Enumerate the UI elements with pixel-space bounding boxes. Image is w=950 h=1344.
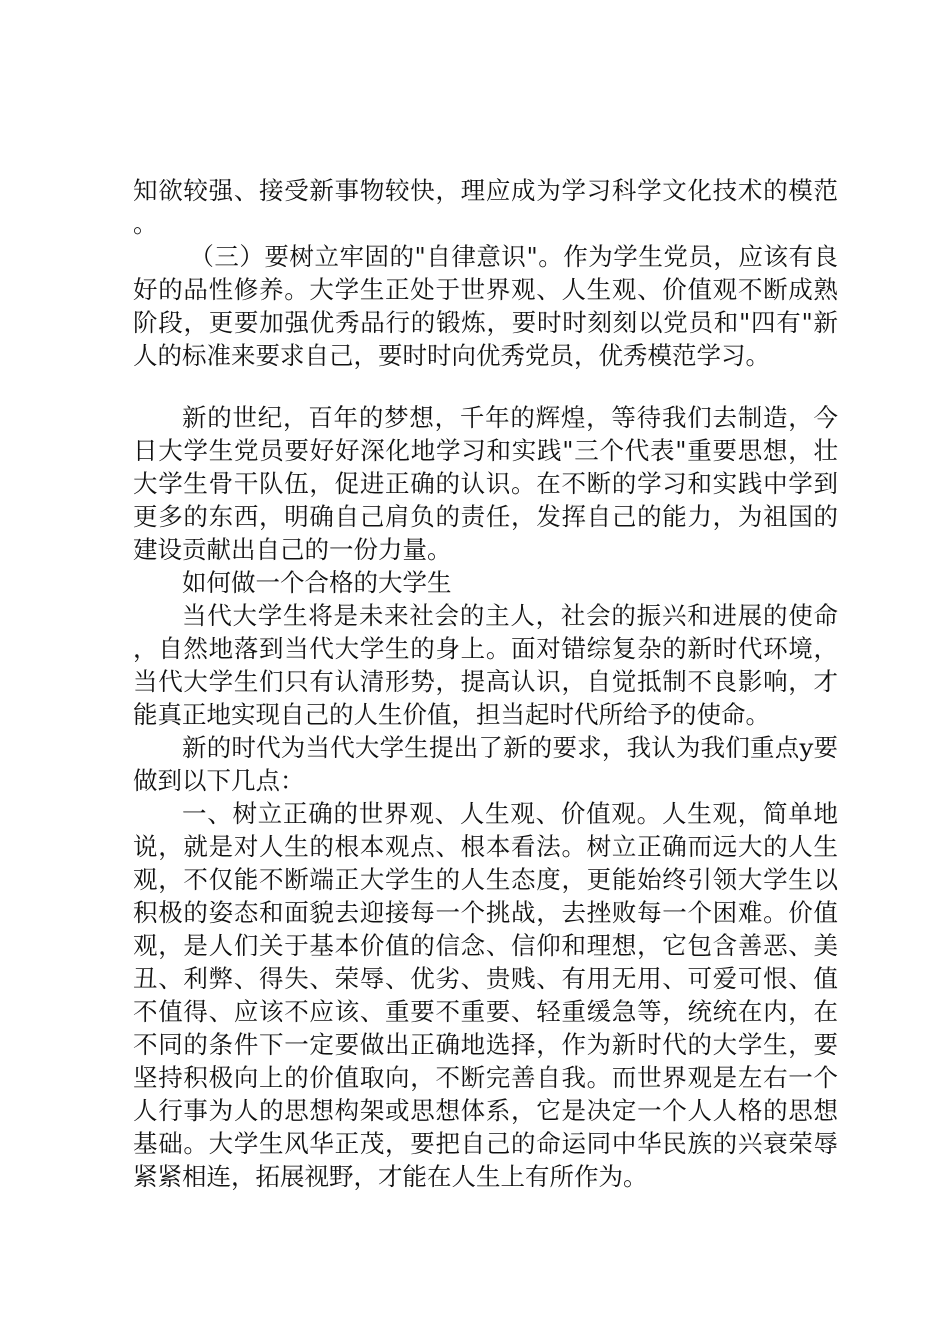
paragraph-new-century: 新的世纪，百年的梦想，千年的辉煌，等待我们去制造，今日大学生党员要好好深化地学习和实践"三个代表"重要思想，壮大学生骨干队伍，促进正确的认识。在不断的学习和实践中学到更多的东西，明确自己肩负的责任，发挥自己的能力，为祖国的建设贡献出自己的一份力量。	[133, 403, 838, 564]
paragraph-future-masters: 当代大学生将是未来社会的主人，社会的振兴和进展的使命，自然地落到当代大学生的身上。面对错综复杂的新时代环境，当代大学生们只有认清形势，提高认识，自觉抵制不良影响，才能真正地实现自己的人生价值，担当起时代所给予的使命。	[133, 601, 838, 729]
document-page	[133, 174, 838, 1193]
paragraph-new-requirements: 新的时代为当代大学生提出了新的要求，我认为我们重点y要做到以下几点：	[133, 733, 838, 795]
section-heading: 如何做一个合格的大学生	[182, 568, 452, 597]
paragraph-spacer	[133, 372, 838, 401]
paragraph-continuation: 知欲较强、接受新事物较快，理应成为学习科学文化技术的模范。	[133, 176, 838, 238]
paragraph-self-discipline: （三）要树立牢固的"自律意识"。作为学生党员，应该有良好的品性修养。大学生正处于世界观、人生观、价值观不断成熟阶段，更要加强优秀品行的锻炼，要时时刻刻以党员和"四有"新人的标准来要求自己，要时时向优秀党员，优秀模范学习。	[133, 242, 838, 370]
paragraph-worldview: 一、树立正确的世界观、人生观、价值观。人生观，简单地说，就是对人生的根本观点、根本看法。树立正确而远大的人生观，不仅能不断端正大学生的人生态度，更能始终引领大学生以积极的姿态和面貌去迎接每一个挑战，去挫败每一个困难。价值观，是人们关于基本价值的信念、信仰和理想，它包含善恶、美丑、利弊、得失、荣辱、优劣、贵贱、有用无用、可爱可恨、值不值得、应该不应该、重要不重要、轻重缓急等，统统在内，在不同的条件下一定要做出正确地选择，作为新时代的大学生，要坚持积极向上的价值取向，不断完善自我。而世界观是左右一个人行事为人的思想构架或思想体系，它是决定一个人人格的思想基础。大学生风华正茂，要把自己的命运同中华民族的兴衰荣辱紧紧相连，拓展视野，才能在人生上有所作为。	[133, 799, 838, 1191]
